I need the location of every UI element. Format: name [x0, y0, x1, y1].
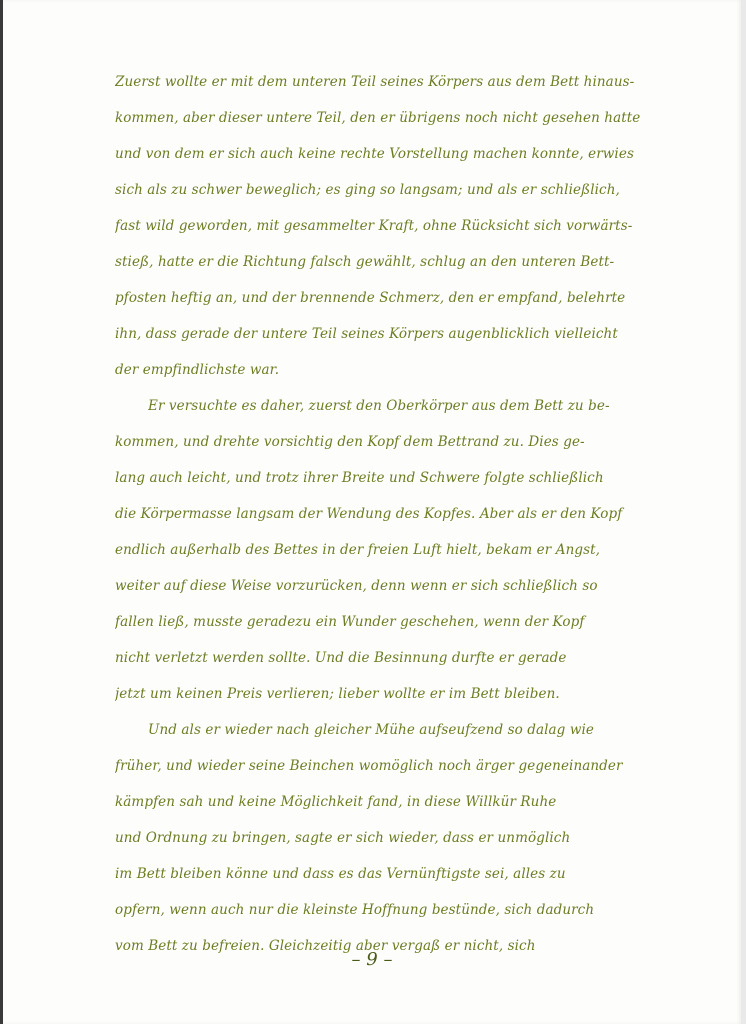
text-line: Und als er wieder nach gleicher Mühe aufseufzend so dalag wie	[148, 722, 594, 738]
text-line: jetzt um keinen Preis verlieren; lieber wollte er im Bett bleiben.	[115, 686, 560, 702]
text-line: im Bett bleiben könne und dass es das Vernünftigste sei, alles zu	[115, 866, 566, 882]
text-line: fallen ließ, musste geradezu ein Wunder geschehen, wenn der Kopf	[115, 614, 585, 630]
text-line: endlich außerhalb des Bettes in der freien Luft hielt, bekam er Angst,	[115, 542, 601, 558]
text-line: und Ordnung zu bringen, sagte er sich wieder, dass er unmöglich	[115, 830, 571, 846]
text-line: Zuerst wollte er mit dem unteren Teil seines Körpers aus dem Bett hinaus-	[115, 74, 635, 90]
text-line: ihn, dass gerade der untere Teil seines Körpers augenblicklich vielleicht	[115, 326, 618, 342]
text-line: pfosten heftig an, und der brennende Schmerz, den er empfand, belehrte	[115, 290, 626, 306]
text-line: nicht verletzt werden sollte. Und die Besinnung durfte er gerade	[115, 650, 567, 666]
text-line: die Körpermasse langsam der Wendung des Kopfes. Aber als er den Kopf	[115, 506, 623, 522]
text-line: kämpfen sah und keine Möglichkeit fand, in diese Willkür Ruhe	[115, 794, 557, 810]
text-line: opfern, wenn auch nur die kleinste Hoffnung bestünde, sich dadurch	[115, 902, 595, 918]
text-line: und von dem er sich auch keine rechte Vorstellung machen konnte, erwies	[115, 146, 634, 162]
text-line: vom Bett zu befreien. Gleichzeitig aber vergaß er nicht, sich	[115, 938, 536, 954]
text-line: sich als zu schwer beweglich; es ging so langsam; und als er schließlich,	[115, 182, 620, 198]
text-line: kommen, und drehte vorsichtig den Kopf dem Bettrand zu. Dies ge-	[115, 434, 585, 450]
text-line: weiter auf diese Weise vorzurücken, denn wenn er sich schließlich so	[115, 578, 598, 594]
text-line: Er versuchte es daher, zuerst den Oberkörper aus dem Bett zu be-	[148, 398, 610, 414]
text-line: stieß, hatte er die Richtung falsch gewählt, schlug an den unteren Bett-	[115, 254, 615, 270]
page-number: – 9 –	[351, 949, 393, 970]
text-line: kommen, aber dieser untere Teil, den er übrigens noch nicht gesehen hatte	[115, 110, 641, 126]
text-line: früher, und wieder seine Beinchen womöglich noch ärger gegeneinander	[115, 758, 623, 774]
text-line: der empfindlichste war.	[115, 362, 280, 378]
text-line: fast wild geworden, mit gesammelter Kraft, ohne Rücksicht sich vorwärts-	[115, 218, 633, 234]
manuscript-page	[3, 0, 741, 1024]
text-line: lang auch leicht, und trotz ihrer Breite und Schwere folgte schließlich	[115, 470, 604, 486]
